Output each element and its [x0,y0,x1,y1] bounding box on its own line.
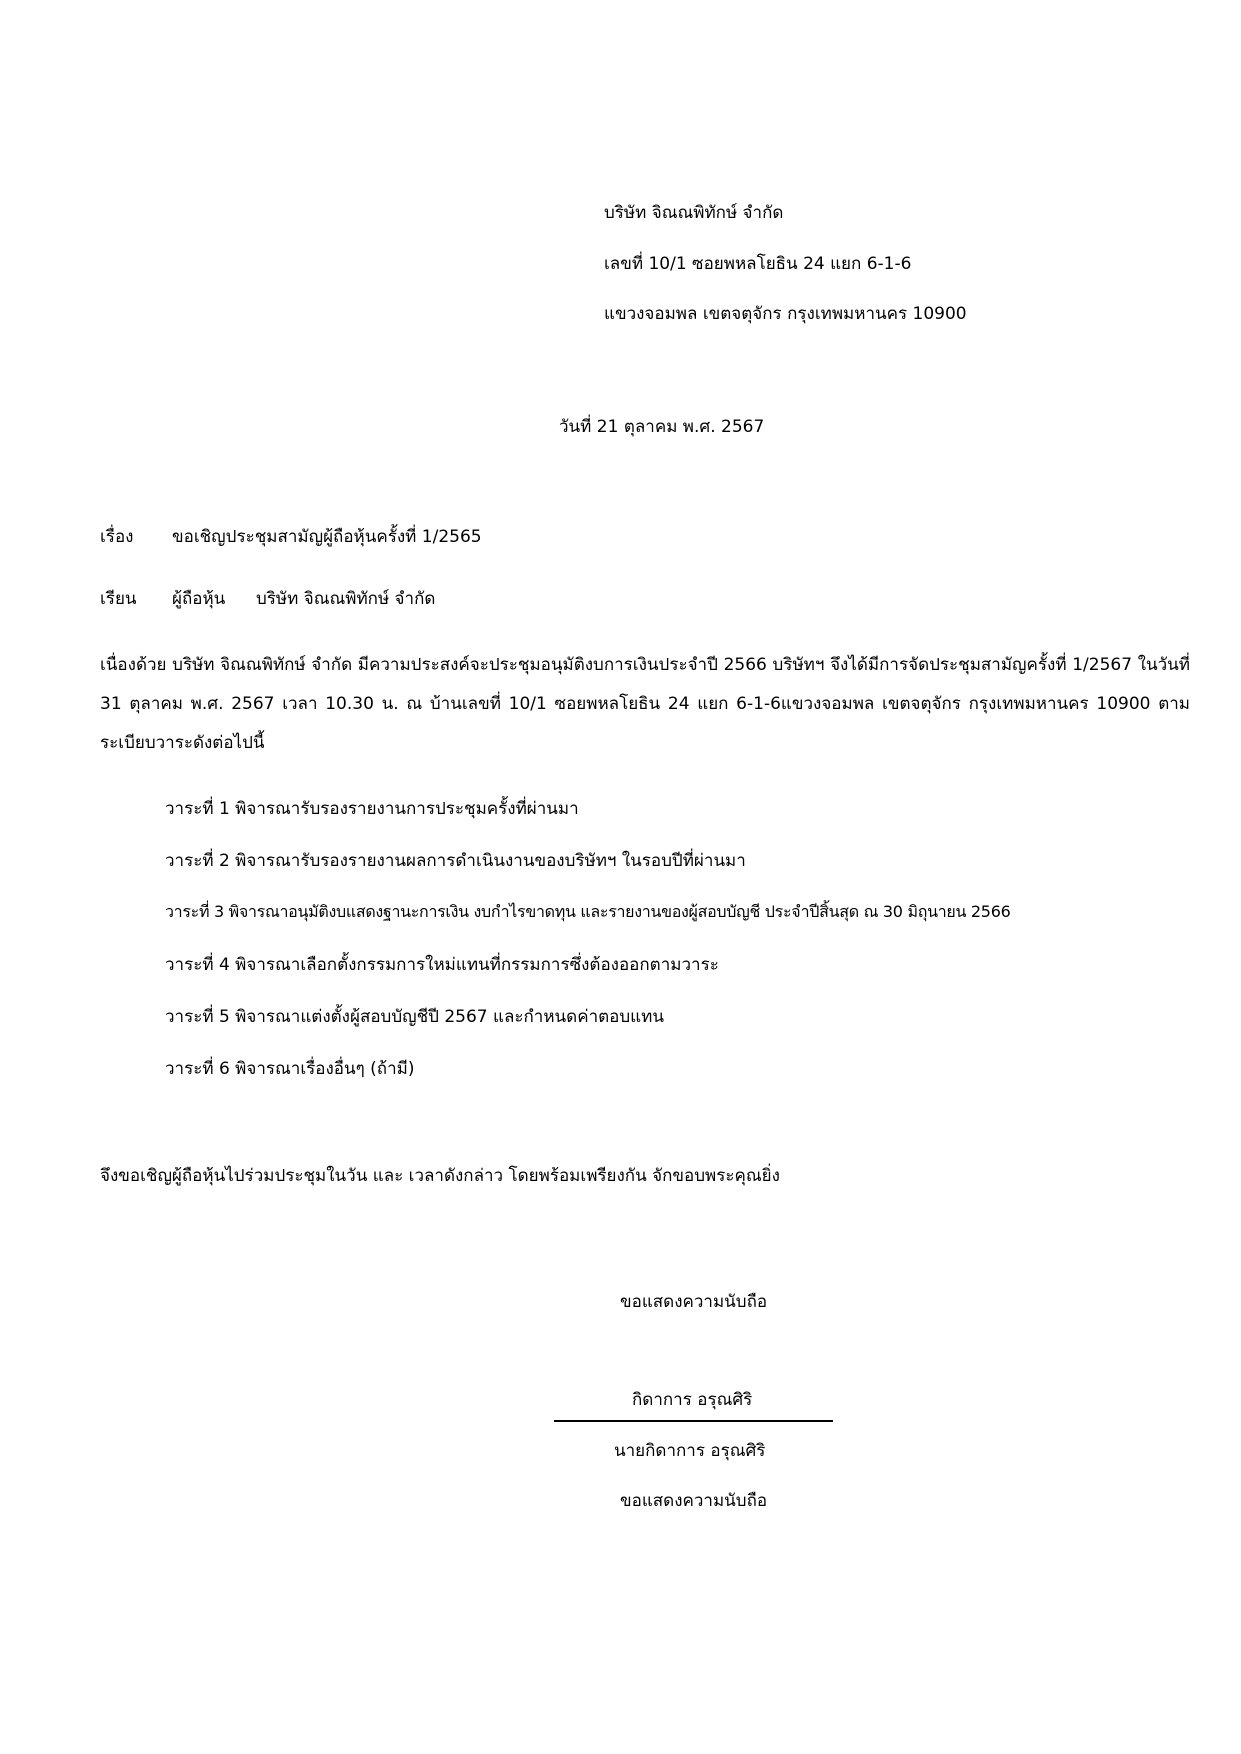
agenda-item-6: วาระที่ 6 พิจารณาเรื่องอื่นๆ (ถ้ามี) [165,1059,415,1079]
agenda-item-4: วาระที่ 4 พิจารณาเลือกตั้งกรรมการใหม่แทนที่กรรมการซึ่งต้องออกตามวาระ [165,955,719,975]
signature-name: กิดาการ อรุณศิริ [632,1390,753,1410]
recipient-who: ผู้ถือหุ้น [172,589,226,609]
company-name: บริษัท จิณณพิทักษ์ จำกัด [604,203,784,223]
signature-full-name: นายกิดาการ อรุณศิริ [614,1441,766,1461]
agenda-item-2: วาระที่ 2 พิจารณารับรองรายงานผลการดำเนินงานของบริษัทฯ ในรอบปีที่ผ่านมา [165,851,746,871]
company-address-line2: แขวงจอมพล เขตจตุจักร กรุงเทพมหานคร 10900 [604,304,967,324]
signature-line [554,1420,833,1422]
company-address-line1: เลขที่ 10/1 ซอยพหลโยธิน 24 แยก 6-1-6 [604,254,912,274]
subject-text: ขอเชิญประชุมสามัญผู้ถือหุ้นครั้งที่ 1/2565 [172,527,482,547]
recipient-company: บริษัท จิณณพิทักษ์ จำกัด [256,589,436,609]
recipient-line [100,588,435,610]
agenda-item-5: วาระที่ 5 พิจารณาแต่งตั้งผู้สอบบัญชีปี 2567 และกำหนดค่าตอบแทน [165,1007,664,1027]
subject-label: เรื่อง [100,527,134,547]
signature-regards: ขอแสดงความนับถือ [620,1491,768,1511]
subject-line [100,526,482,548]
closing-paragraph: จึงขอเชิญผู้ถือหุ้นไปร่วมประชุมในวัน และ เวลาดังกล่าว โดยพร้อมเพรียงกัน จักขอบพระคุณยิ่ง [100,1166,780,1186]
letter-date: วันที่ 21 ตุลาคม พ.ศ. 2567 [559,417,765,437]
agenda-item-3: วาระที่ 3 พิจารณาอนุมัติงบแสดงฐานะการเงิน งบกำไรขาดทุน และรายงานของผู้สอบบัญชี ประจำปีสิ้นสุด ณ 30 มิถุนายน 2566 [165,902,1011,921]
agenda-item-1: วาระที่ 1 พิจารณารับรองรายงานการประชุมครั้งที่ผ่านมา [165,799,579,819]
body-paragraph: เนื่องด้วย บริษัท จิณณพิทักษ์ จำกัด มีความประสงค์จะประชุมอนุมัติงบการเงินประจำปี 2566 บริษัทฯ จึงได้มีการจัดประชุมสามัญครั้งที่ 1/2567 ในวันที่ 31 ตุลาคม พ.ศ. 2567 เวลา 10.30 น. ณ บ้านเลขที่ 10/1 ซอยพหลโยธิน 24 แยก 6-1-6แขวงจอมพล เขตจตุจักร กรุงเทพมหานคร 10900 ตามระเบียบวาระดังต่อไปนี้ [100,655,1190,753]
recipient-label: เรียน [100,589,137,609]
regards-text: ขอแสดงความนับถือ [620,1292,768,1312]
